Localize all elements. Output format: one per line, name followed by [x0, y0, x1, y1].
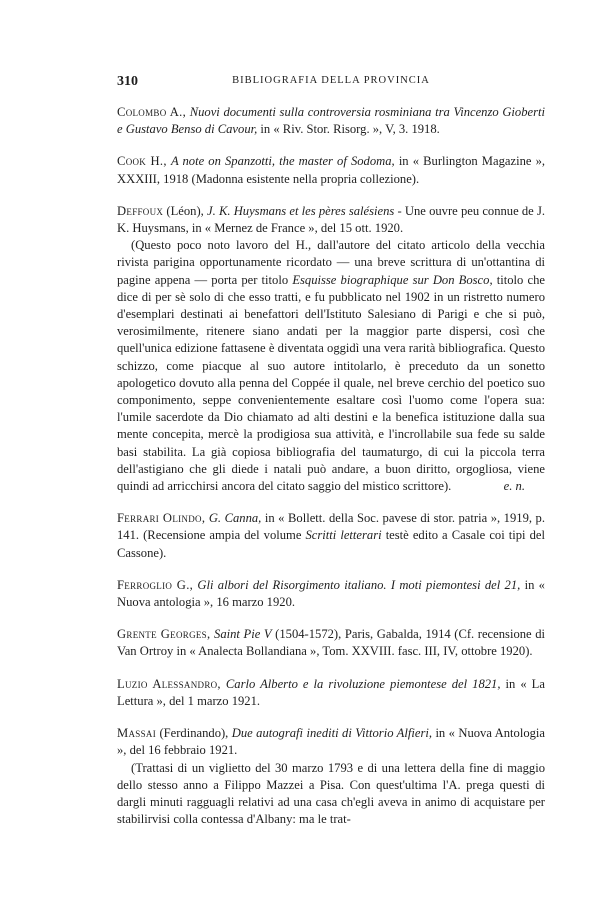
entry-author: Ferrari Olindo,: [117, 511, 206, 526]
entry-details: in « Bollett. della Soc. pavese di stor. patria », 1919, p. 141. (Recensione ampia del volume: [117, 511, 545, 543]
entry-title: J. K. Huysmans et les pères salésiens: [207, 203, 395, 218]
entry-title: A note on Spanzotti, the master of Sodoma,: [170, 154, 395, 169]
entry-title: G. Canna,: [208, 511, 262, 526]
note-title: Esquisse biographique sur Don Bosco,: [292, 272, 493, 287]
entry-author: Deffoux: [117, 203, 164, 218]
entry-details: in « Nuova antologia », 16 marzo 1920.: [117, 577, 545, 610]
entry-title: Carlo Alberto e la rivoluzione piemontese del 1821,: [225, 676, 501, 691]
note-text: (Questo poco noto lavoro del H., dall'autore del citato articolo della vecchia rivista parigina opportunamente ricordato — una breve scrittura di un'ottantina di pagine appena — porta per titolo: [117, 238, 545, 287]
entry-author: Colombo A.,: [117, 105, 187, 119]
bibliography-entry: [117, 153, 545, 187]
entry-details: in « Riv. Stor. Risorg. », V, 3. 1918.: [260, 122, 440, 137]
bibliography-text: [117, 104, 545, 843]
entry-details: testè edito a Casale coi tipi del Cassone).: [117, 528, 545, 560]
entry-author-rest: (Ferdinando),: [159, 726, 229, 741]
running-title: BIBLIOGRAFIA DELLA PROVINCIA: [232, 75, 430, 86]
entry-note: (Trattasi di un viglietto del 30 marzo 1793 e di una lettera della fine di maggio dello stesso anno a Filippo Mazzei a Pisa. Con quest'ultima l'A. prega questi di dargli minuti ragguagli relativi ad una casa ch'egli aveva in animo di acquistare per stabilirvisi colla contessa d'Albany: ma le trat-: [117, 760, 545, 827]
entry-author: Massai: [117, 726, 157, 741]
note-text: titolo che dice di per sè solo di che esso tratti, e fu pubblicato nel 1902 in un ristretto numero d'esemplari destinati ai benefattori dell'Istituto Salesiano di Parigi e che si può, verosimilmente, ritenere siano andati per la maggior parte dispersi, così che quell'unica edizione fattasene è diventata oggidì una vera rarità bibliografica. Questo schizzo, come piacque al suo autore intitolarlo, è preceduto da un sonetto apologetico dovuto alla penna del Coppée il quale, nel breve cerchio del poetico suo componimento, seppe convenientemente esaltare così l'uomo come l'opera sua: l'umile sacerdote da Dio chiamato ad alti destini e la benefica istituzione dalla sua mente concepita, mercè la prodigiosa sua attività, e l'incrollabile sua fede su salde basi stabilita. La già copiosa bibliografia del taumaturgo, di cui la piccola terra dell'astigiano che gli diede i natali può andare, a buon diritto, orgogliosa, viene quindi ad arricchirsi ancora del citato saggio del mistico scrittore).: [117, 272, 545, 494]
entry-details: in « Burlington Magazine », XXXIII, 1918 (Madonna esistente nella propria collezione).: [117, 154, 546, 186]
bibliography-entry: [117, 577, 545, 611]
running-head: [117, 74, 545, 92]
entry-details: (1504-1572), Paris, Gabalda, 1914 (Cf. recensione di Van Ortroy in « Analecta Bollandiana », Tom. XXVIII. fasc. III, IV, ottobre 1920).: [117, 627, 546, 659]
entry-title-secondary: Scritti letterari: [305, 528, 382, 543]
entry-author: Ferroglio G.,: [117, 577, 194, 592]
entry-note: [117, 237, 545, 495]
entry-author-rest: (Léon),: [166, 203, 204, 218]
entry-details: in « Nuova Antologia », del 16 febbraio 1921.: [117, 726, 546, 758]
bibliography-entry: [117, 203, 545, 495]
bibliography-entry: [117, 104, 545, 138]
bibliography-entry: [117, 626, 545, 660]
page-number: 310: [117, 74, 138, 89]
bibliography-entry: [117, 676, 545, 710]
bibliography-entry: [117, 725, 545, 828]
entry-author: Luzio Alessandro,: [117, 676, 221, 691]
entry-details: - Une ouvre peu connue de J. K. Huysmans, in « Mernez de France », del 15 ott. 1920.: [117, 203, 546, 236]
entry-title: Due autografi inediti di Vittorio Alfieri,: [231, 726, 433, 741]
entry-title: Nuovi documenti sulla controversia rosminiana tra Vincenzo Gioberti e Gustavo Benso di Cavour,: [117, 105, 546, 137]
note-signature: e. n.: [503, 479, 525, 494]
entry-title: Gli albori del Risorgimento italiano. I moti piemontesi del 21,: [197, 577, 521, 592]
entry-author: Cook H.,: [117, 154, 167, 169]
entry-details: in « La Lettura », del 1 marzo 1921.: [117, 676, 545, 708]
entry-author: Grente Georges,: [117, 627, 211, 642]
entry-title: Saint Pie V: [214, 627, 272, 642]
bibliography-entry: [117, 510, 545, 562]
